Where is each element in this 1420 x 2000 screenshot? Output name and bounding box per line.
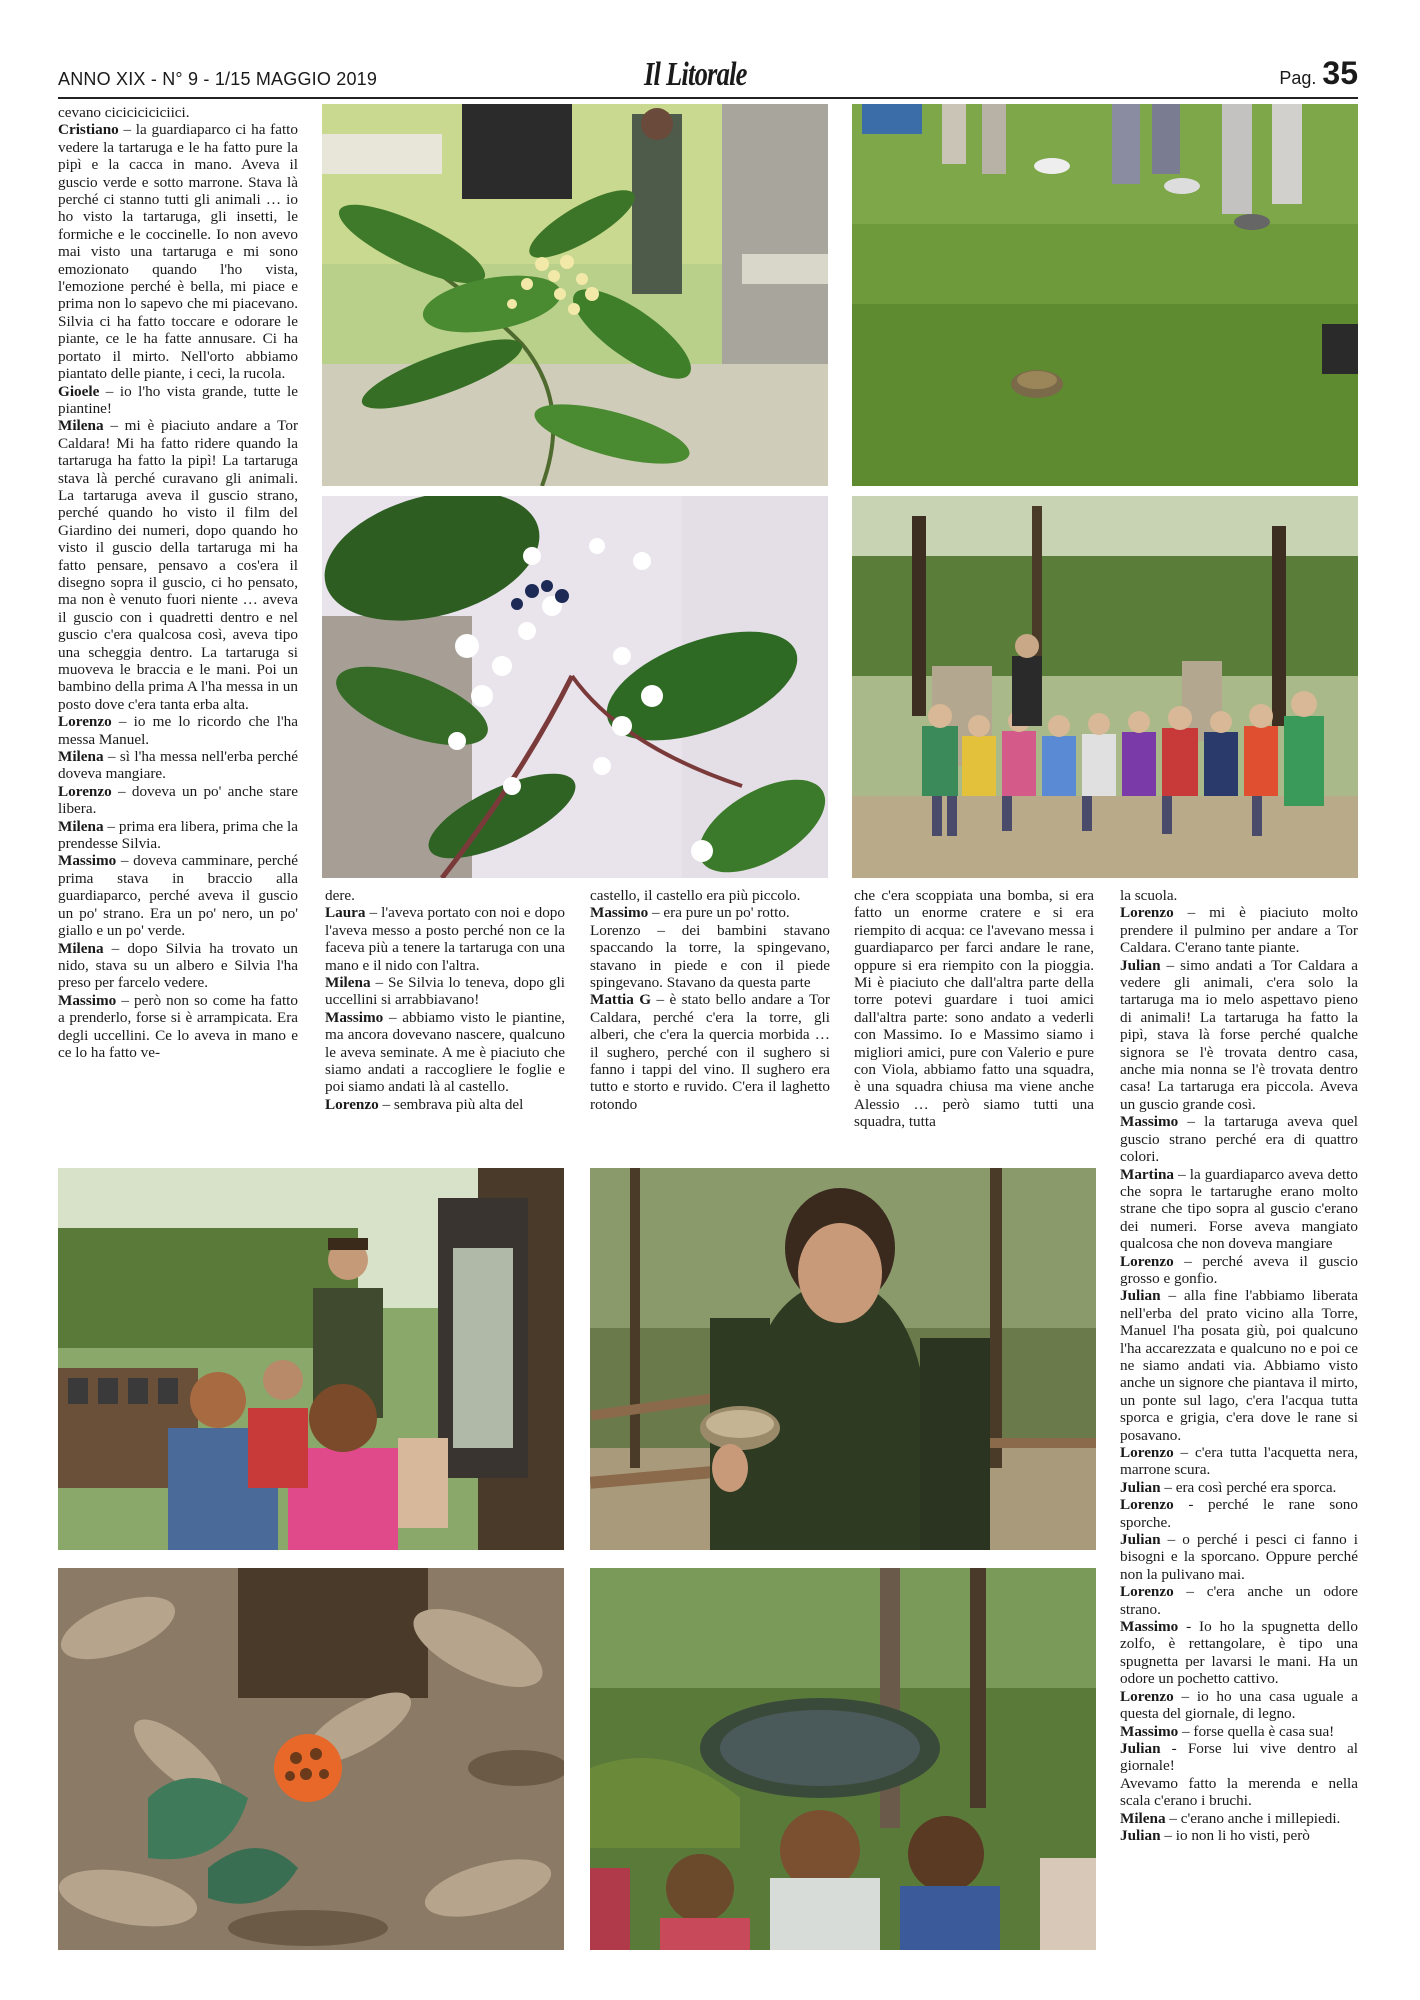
photo-children-at-pond bbox=[590, 1568, 1096, 1950]
text-column-4 bbox=[854, 887, 1094, 1131]
speaker-name: Martina bbox=[1120, 1165, 1174, 1183]
paragraph-text: – c'erano anche i millepiedi. bbox=[1165, 1809, 1341, 1827]
paragraph bbox=[1120, 887, 1358, 904]
paragraph bbox=[325, 1009, 565, 1096]
photo-laurel-flowers bbox=[322, 104, 828, 486]
paragraph-text: – Se Silvia lo teneva, dopo gli uccellini si arrabbiavano! bbox=[325, 974, 565, 1009]
speaker-name: Milena bbox=[325, 974, 371, 992]
paragraph-text: – abbiamo visto le piantine, ma ancora dovevano nascere, qualcuno le aveva seminate. A me è piaciuto che siamo andati a raccogliere le foglie e poi siamo andati là al castello. bbox=[325, 1008, 565, 1096]
photo-ranger-with-children bbox=[58, 1168, 564, 1550]
text-column-3 bbox=[590, 887, 830, 1113]
speaker-name: Milena bbox=[1120, 1809, 1166, 1827]
paragraph bbox=[58, 104, 298, 121]
paragraph bbox=[58, 818, 298, 853]
paragraph bbox=[1120, 1688, 1358, 1723]
photo-viburnum-flowers bbox=[322, 496, 828, 878]
speaker-name: Julian bbox=[1120, 1287, 1161, 1305]
paragraph-text: Avevamo fatto la merenda e nella scala c'erano i bruchi. bbox=[1120, 1774, 1358, 1810]
paragraph-text: – io l'ho vista grande, tutte le piantine! bbox=[58, 382, 298, 417]
speaker-name: Milena bbox=[58, 939, 104, 957]
speaker-name: Lorenzo bbox=[1120, 1444, 1174, 1461]
page-label: Pag. bbox=[1279, 68, 1317, 88]
speaker-name: Massimo bbox=[58, 991, 117, 1009]
paragraph bbox=[58, 940, 298, 992]
paragraph bbox=[1120, 1496, 1358, 1531]
paragraph-text: – però non so come ha fatto a prenderlo, forse si è arrampicata. Era degli uccellini. Ce lo aveva in mano e ce lo ha fatto ve- bbox=[58, 991, 298, 1061]
paragraph-text: – sì l'ha messa nell'erba perché doveva mangiare. bbox=[58, 748, 298, 783]
paragraph bbox=[325, 974, 565, 1009]
paragraph-text: – dopo Silvia ha trovato un nido, stava su un albero e Silvia l'ha preso per farcelo vedere. bbox=[58, 939, 298, 992]
paragraph-text: – era pure un po' rotto. bbox=[648, 904, 790, 922]
paragraph-text: – perché aveva il guscio grosso e gonfio. bbox=[1120, 1252, 1358, 1287]
paragraph bbox=[1120, 904, 1358, 956]
speaker-name: Massimo bbox=[58, 852, 117, 870]
speaker-name: Lorenzo bbox=[1120, 904, 1174, 922]
paragraph-text: Lorenzo – dei bambini stavano spaccando la torre, la spingevano, stavano in piede e con il piede spingevano. Stavano da questa parte bbox=[590, 921, 830, 992]
paragraph bbox=[58, 121, 298, 382]
speaker-name: Lorenzo bbox=[1120, 1583, 1174, 1601]
paragraph-text: – io me lo ricordo che l'ha messa Manuel. bbox=[58, 713, 298, 748]
paragraph bbox=[58, 417, 298, 713]
paragraph bbox=[1120, 1775, 1358, 1810]
speaker-name: Massimo bbox=[590, 904, 649, 922]
paragraph bbox=[58, 748, 298, 783]
paragraph-text: – simo andati a Tor Caldara a vedere gli animali, c'era solo la tartaruga ma io melo aspettavo pieno di animali! La tartaruga ha fatto la pipì, stava là forse perché qualche signora se l'è trovata dentro casa, anche mia nonna se l'è trovata dentro casa! La tartaruga era piccola. Aveva un guscio grande così. bbox=[1120, 956, 1358, 1113]
speaker-name: Milena bbox=[58, 817, 104, 835]
paragraph-text: – la tartaruga aveva quel guscio strano perché era di quattro colori. bbox=[1120, 1113, 1358, 1166]
paragraph bbox=[325, 887, 565, 904]
paragraph-text: – doveva camminare, perché prima stava in braccio alla guardiaparco, perché aveva il guscio un po' strano. Era un po' nero, un po' giallo e un po' verde. bbox=[58, 852, 298, 940]
text-column-1 bbox=[58, 104, 298, 1061]
paragraph bbox=[590, 887, 830, 904]
paragraph bbox=[1120, 1583, 1358, 1618]
paragraph bbox=[1120, 1166, 1358, 1253]
paragraph bbox=[1120, 1531, 1358, 1583]
page-number-box bbox=[1279, 55, 1358, 92]
photo-cage-fungus bbox=[58, 1568, 564, 1950]
paragraph bbox=[58, 783, 298, 818]
paragraph-text: – prima era libera, prima che la prendesse Silvia. bbox=[58, 817, 298, 853]
speaker-name: Cristiano bbox=[58, 121, 119, 139]
speaker-name: Julian bbox=[1120, 1826, 1161, 1844]
paragraph-text: – o perché i pesci ci fanno i bisogni e la sporcano. Oppure perché non la pulivano mai. bbox=[1120, 1531, 1358, 1583]
speaker-name: Milena bbox=[58, 417, 104, 435]
speaker-name: Lorenzo bbox=[325, 1095, 379, 1113]
paragraph bbox=[590, 904, 830, 921]
paragraph-text: cevano ciciciciciciici. bbox=[58, 104, 190, 121]
paragraph-text: – la guardiaparco ci ha fatto vedere la tartaruga e le ha fatto pure la pipì e la cacca in mano. Aveva il guscio verde e sotto marrone. Stava là perché ci stanno tutti gli animali … io ho visto la tartaruga, gli insetti, le formiche e le coccinelle. Io non avevo mai visto una tartaruga e mi sono emozionato quando l'ho vista, l'emozione perché è bella, mi piace e prima non lo sapevo che mi piacevano. Silvia ci ha fatto toccare e odorare le piante, ce le ha fatte annusare. Ci ha portato il mirto. Nell'orto abbiamo piantato delle piante, i ceci, la rucola. bbox=[58, 121, 298, 383]
page-header bbox=[58, 56, 1358, 96]
text-column-5 bbox=[1120, 887, 1358, 1844]
speaker-name: Lorenzo bbox=[1120, 1687, 1174, 1705]
paragraph bbox=[325, 904, 565, 974]
paragraph-text: – doveva un po' anche stare libera. bbox=[58, 782, 298, 818]
paragraph-text: - Io ho la spugnetta dello zolfo, è rettangolare, è tipo una spugnetta per lavarsi le mani. Ha un odore un pochetto cattivo. bbox=[1120, 1618, 1358, 1688]
paragraph-text: – c'era tutta l'acquetta nera, marrone scura. bbox=[1120, 1444, 1358, 1479]
paragraph bbox=[1120, 1723, 1358, 1740]
speaker-name: Lorenzo bbox=[58, 782, 112, 800]
speaker-name: Julian bbox=[1120, 1531, 1161, 1549]
speaker-name: Milena bbox=[58, 748, 104, 766]
paragraph-text: – io non li ho visti, però bbox=[1160, 1826, 1310, 1844]
speaker-name: Mattia G bbox=[590, 991, 652, 1009]
paragraph-text: – sembrava più alta del bbox=[378, 1095, 524, 1113]
paragraph bbox=[1120, 957, 1358, 1114]
paragraph bbox=[1120, 1740, 1358, 1775]
speaker-name: Massimo bbox=[1120, 1113, 1179, 1131]
speaker-name: Lorenzo bbox=[1120, 1252, 1174, 1270]
paragraph bbox=[58, 383, 298, 418]
paragraph-text: la scuola. bbox=[1120, 887, 1178, 904]
text-column-2 bbox=[325, 887, 565, 1113]
paragraph-text: - perché le rane sono sporche. bbox=[1120, 1496, 1358, 1531]
paragraph bbox=[325, 1096, 565, 1113]
masthead: Il Litorale bbox=[644, 56, 747, 93]
paragraph bbox=[1120, 1618, 1358, 1688]
paragraph bbox=[58, 713, 298, 748]
paragraph-text: – c'era anche un odore strano. bbox=[1120, 1583, 1358, 1618]
speaker-name: Julian bbox=[1120, 1478, 1161, 1496]
paragraph bbox=[590, 991, 830, 1113]
speaker-name: Lorenzo bbox=[58, 713, 112, 731]
paragraph-text: – alla fine l'abbiamo liberata nell'erba del prato vicino alla Torre, Manuel l'ha posata giù, poi qualcuno l'ha accarezzata e qualcuno no e poi ce ne siamo andati via. Abbiamo visto anche un signore che piantava il mirto, un ponte sul lago, c'era l'acqua tutta sporca e grigia, c'era dove le rane si posavano. bbox=[1120, 1287, 1358, 1444]
paragraph-text: dere. bbox=[325, 887, 355, 904]
paragraph bbox=[1120, 1287, 1358, 1444]
speaker-name: Gioele bbox=[58, 382, 100, 400]
paragraph-text: – era così perché era sporca. bbox=[1160, 1478, 1337, 1496]
photo-tortoise-in-grass bbox=[852, 104, 1358, 486]
speaker-name: Julian bbox=[1120, 956, 1161, 974]
paragraph-text: – la guardiaparco aveva detto che sopra le tartarughe erano molto strane che tipo sopra al guscio c'erano dei numeri. Forse aveva mangiato qualcosa che non doveva mangiare bbox=[1120, 1165, 1358, 1253]
paragraph bbox=[1120, 1444, 1358, 1479]
photo-ranger-holding-nest bbox=[590, 1168, 1096, 1550]
photo-children-in-woods bbox=[852, 496, 1358, 878]
paragraph-text: castello, il castello era più piccolo. bbox=[590, 887, 801, 904]
paragraph-text: – è stato bello andare a Tor Caldara, perché c'era la torre, gli alberi, che c'era la quercia morbida … il sughero, perché con il sughero si fanno i tappi del vino. Il sughero era tutto e storto e ruvido. C'era il laghetto rotondo bbox=[590, 991, 830, 1113]
paragraph-text: – io ho una casa uguale a questa del giornale, di legno. bbox=[1120, 1687, 1358, 1723]
paragraph bbox=[58, 852, 298, 939]
paragraph-text: che c'era scoppiata una bomba, si era fatto un enorme cratere e si era riempito di acqua: ce l'avevano messa i guardiaparco per farci andare le rane, oppure si era riempito con la pioggia. Mi è piaciuto che dall'altra parte della torre potevi guardare i tuoi amici dall'altra parte: sono andato a vederli con Massimo. Io e Massimo siamo i migliori amici, pure con Valerio e pure con Viola, abbiamo fatto una squadra, è una squadra chiusa ma viene anche Alessio … però siamo tutti una squadra, tutta bbox=[854, 887, 1094, 1131]
paragraph-text: – l'aveva portato con noi e dopo l'aveva messo a posto perché non ce la faceva più a tenere la tartaruga con una mano e il nido con l'altra. bbox=[325, 904, 565, 974]
paragraph bbox=[854, 887, 1094, 1131]
paragraph bbox=[1120, 1113, 1358, 1165]
speaker-name: Massimo bbox=[325, 1008, 384, 1026]
speaker-name: Massimo bbox=[1120, 1722, 1179, 1740]
paragraph bbox=[590, 922, 830, 992]
speaker-name: Lorenzo bbox=[1120, 1496, 1174, 1514]
paragraph bbox=[1120, 1827, 1358, 1844]
header-rule bbox=[58, 97, 1358, 99]
paragraph-text: – mi è piaciuto molto prendere il pulmino per andare a Tor Caldara. C'erano tante piante. bbox=[1120, 904, 1358, 957]
speaker-name: Julian bbox=[1120, 1739, 1161, 1757]
paragraph bbox=[58, 992, 298, 1062]
paragraph-text: - Forse lui vive dentro al giornale! bbox=[1120, 1739, 1358, 1775]
speaker-name: Massimo bbox=[1120, 1618, 1179, 1636]
paragraph-text: – mi è piaciuto andare a Tor Caldara! Mi ha fatto ridere quando la tartaruga ha fatto la pipì! La tartaruga stava là perché curavano gli animali. La tartaruga aveva il guscio strano, perché quando ho visto il film del Giardino dei numeri, dopo quando ho visto il guscio della tartaruga mi ha fatto pensare, pensavo a cos'era il disegno sopra il guscio, ci ho pensato, ma non è venuto fuori niente … aveva il guscio con i quadretti dentro e nel guscio c'era qualcosa così, aveva tipo una scheggia dentro. La tartaruga si muoveva le braccia e le mani. Poi un bambino della prima A l'ha messa in un posto dove c'era tanta erba alta. bbox=[58, 417, 298, 713]
paragraph bbox=[1120, 1479, 1358, 1496]
paragraph-text: – forse quella è casa sua! bbox=[1178, 1722, 1335, 1740]
paragraph bbox=[1120, 1810, 1358, 1827]
issue-line: ANNO XIX - N° 9 - 1/15 MAGGIO 2019 bbox=[58, 69, 378, 89]
speaker-name: Laura bbox=[325, 904, 366, 922]
page-number: 35 bbox=[1322, 55, 1358, 91]
paragraph bbox=[1120, 1253, 1358, 1288]
